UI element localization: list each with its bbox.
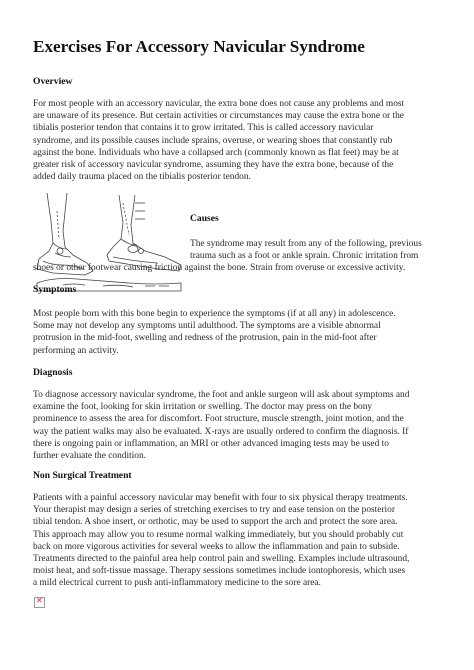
treatment-paragraph (33, 492, 409, 590)
paragraph-line: trauma such as a foot or ankle sprain. Chronic irritation from (190, 251, 419, 262)
paragraph-line: To diagnose accessory navicular syndrome, the foot and ankle surgeon will ask about symptoms and (33, 390, 410, 400)
paragraph-line: further evaluate the condition. (33, 451, 146, 462)
paragraph-line: are unaware of its presence. But certain activities or circumstances may cause the extra bone or the (33, 111, 404, 122)
paragraph-line: The syndrome may result from any of the following, previous (190, 239, 422, 249)
paragraph-line: Your therapist may design a series of stretching exercises to try and ease tension on the posterior (33, 505, 395, 516)
paragraph-line: against the bone. Individuals who have a collapsed arch (commonly known as flat feet) may be at (33, 147, 399, 158)
paragraph-line: Treatments directed to the painful area help control pain and swelling. Examples include ultrasound, (33, 554, 410, 565)
broken-image-icon: ✕ (34, 597, 45, 608)
paragraph-line: way the patient walks may also be evaluated. X-rays are usually ordered to confirm the diagnosis. If (33, 426, 409, 437)
symptoms-heading: Symptoms (33, 284, 77, 295)
causes-heading: Causes (190, 213, 219, 224)
paragraph-line: prominence to assess the area for discomfort. Foot structure, muscle strength, joint motion, and the (33, 414, 404, 425)
paragraph-line: tibial tendon. A shoe insert, or orthotic, may be used to support the arch and protect the sore area. (33, 517, 398, 528)
paragraph-line: Patients with a painful accessory navicular may benefit with four to six physical therapy treatments. (33, 493, 408, 503)
causes-paragraph (190, 238, 422, 262)
paragraph-line: moist heat, and soft-tissue massage. Therapy sessions sometimes include iontophoresis, which uses (33, 566, 406, 577)
symptoms-paragraph (33, 308, 396, 357)
paragraph-line: back on more vigorous activities for several weeks to allow the inflammation and pain to subside. (33, 541, 400, 552)
paragraph-line: a mild electrical current to push anti-inflammatory medicine to the sore area. (33, 578, 321, 589)
paragraph-line: For most people with an accessory navicular, the extra bone does not cause any problems and most (33, 99, 405, 109)
paragraph-line: shoes or other footwear causing friction against the bone. Strain from overuse or excessive activity. (33, 263, 406, 273)
page-title: Exercises For Accessory Navicular Syndrome (33, 37, 365, 56)
paragraph-line: This approach may allow you to resume normal walking immediately, but you should probably cut (33, 529, 404, 540)
overview-heading: Overview (33, 76, 73, 87)
causes-paragraph-continued (33, 262, 405, 274)
paragraph-line: performing an activity. (33, 345, 119, 356)
paragraph-line: there is ongoing pain or inflammation, an MRI or other advanced imaging tests may be used to (33, 438, 389, 449)
foot-anatomy-illustration (33, 191, 185, 293)
paragraph-line: tibialis posterior tendon that contains it to grow irritated. This is called accessory navicular (33, 123, 374, 134)
paragraph-line: protrusion in the mid-foot, swelling and redness of the protrusion, pain in the mid-foot after (33, 333, 377, 344)
paragraph-line: syndrome, and its possible causes include sprains, overuse, or wearing shoes that constantly rub (33, 135, 393, 146)
paragraph-line: examine the foot, looking for skin irritation or swelling. The doctor may press on the bony (33, 402, 373, 413)
overview-paragraph (33, 98, 404, 183)
paragraph-line: Some may not develop any symptoms until adulthood. The symptoms are a visible abnormal (33, 321, 381, 332)
treatment-heading: Non Surgical Treatment (33, 470, 132, 481)
paragraph-line: Most people born with this bone begin to experience the symptoms (if at all any) in adolescence. (33, 309, 396, 319)
diagnosis-heading: Diagnosis (33, 367, 73, 378)
diagnosis-paragraph (33, 389, 409, 462)
paragraph-line: greater risk of accessory navicular syndrome, assuming they have the extra bone, because of the (33, 160, 394, 171)
paragraph-line: added daily trauma placed on the tibialis posterior tendon. (33, 172, 251, 183)
